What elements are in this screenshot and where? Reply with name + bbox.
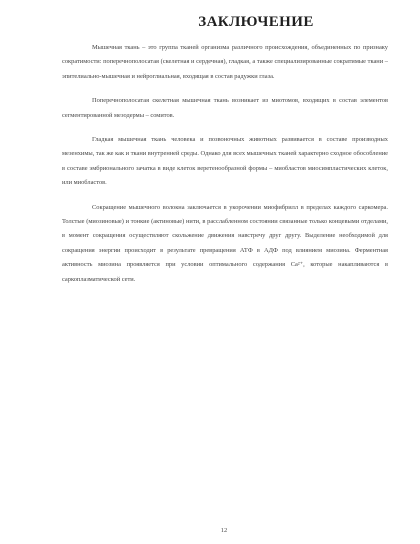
paragraph-4: Сокращение мышечного волокна заключается в укорочении миофибрилл в пределах каждого саркомера. Толстые (миозиновые) и тонкие (актиновые) нити, в расслабленном состоянии связанные только концевыми отделами, в момент сокращения осуществляют скольжение движения навстречу друг другу. Выделение необходимой для сокращения энергии происходит в результате превращения АТФ в АДФ под влиянием миозина. Ферментная активность миозина проявляется при условии оптимального содержания Ca²⁺, которые накапливаются в саркоплазматической сети. <box>62 203 388 283</box>
paragraph-3: Гладкая мышечная ткань человека и позвоночных животных развивается в составе производных мезенхимы, так же как и ткани внутренней среды. Однако для всех мышечных тканей характерно сходное обособление в составе эмбрионального зачатка в виде клеток веретенообразной формы – миобластов миосимпластических клеток, или миобластов. <box>62 136 388 187</box>
paragraph-2: Поперечнополосатая скелетная мышечная ткань возникает из миотомов, входящих в состав элементов сегментированной мезодермы – сомитов. <box>62 97 388 119</box>
document-title: ЗАКЛЮЧЕНИЕ <box>198 14 314 30</box>
page-number: 12 <box>220 527 228 534</box>
paragraph-1: Мышечная ткань – это группа тканей организма различного происхождения, объединенных по признаку сократимости: поперечнополосатая (скелетная и сердечная), гладкая, а также специализированные сократимые ткани – эпителиально-мышечная и нейроглиальная, входящая в состав радужки глаза. <box>62 44 388 80</box>
